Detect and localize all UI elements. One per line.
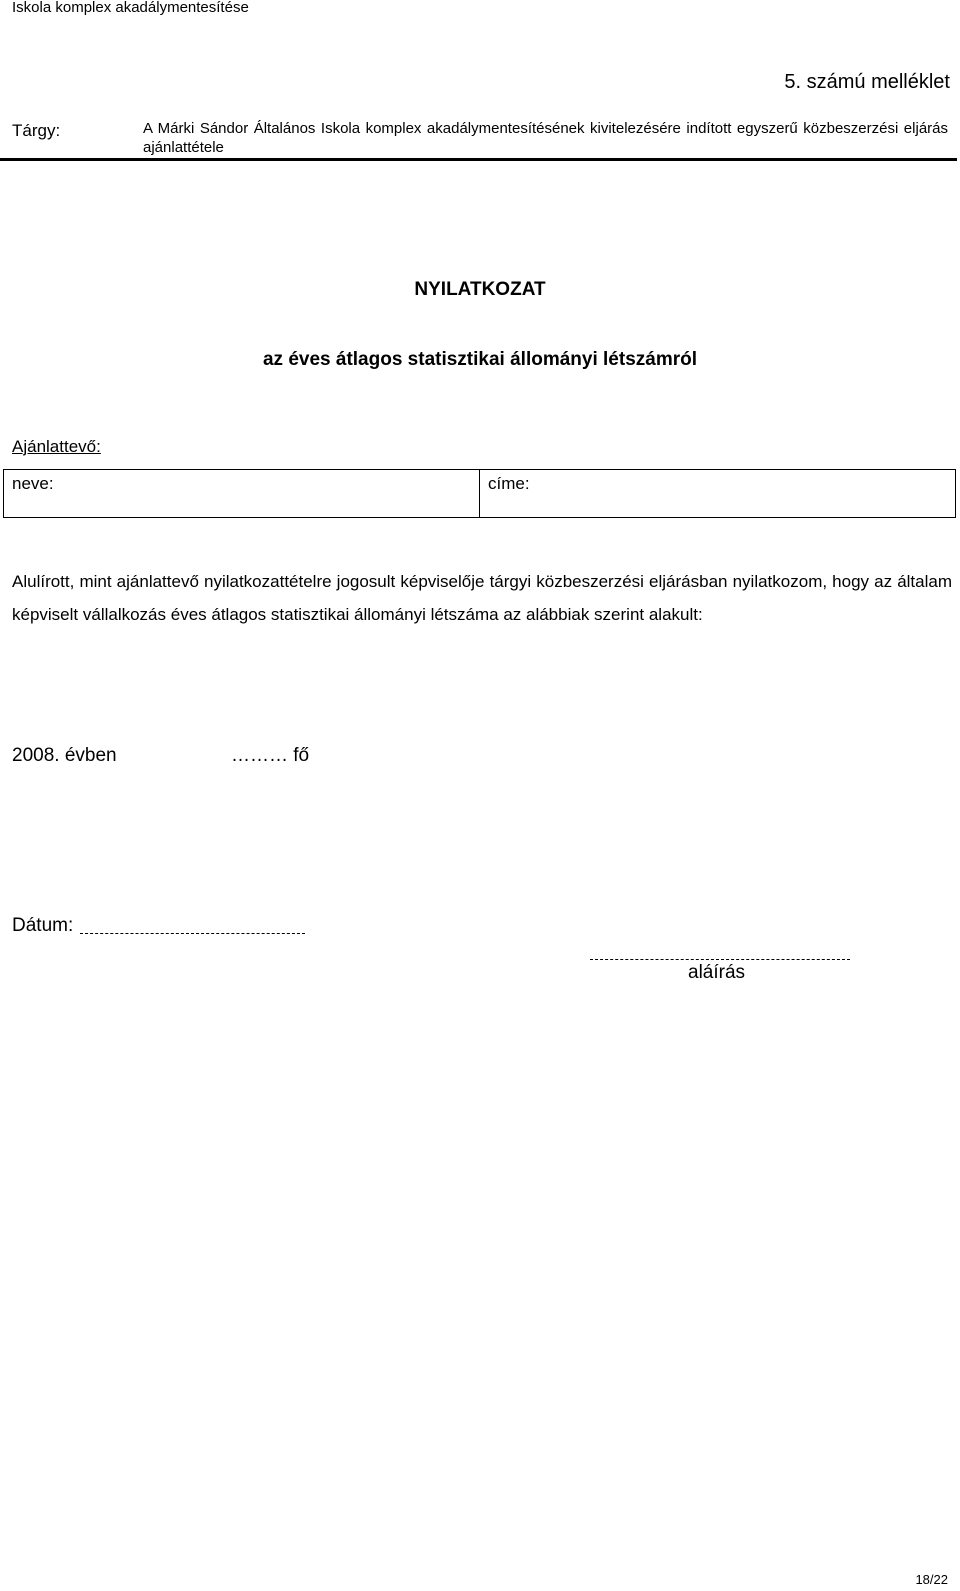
bidder-name-field: neve: [12, 474, 54, 493]
headcount-value: ……… fő [231, 745, 310, 766]
subject-text: A Márki Sándor Általános Iskola komplex akadálymentesítésének kivitelezésére indított egyszerű közbeszerzési eljárás ajánlattétele [143, 120, 948, 156]
subject-divider [0, 158, 957, 161]
bidder-address-field: címe: [488, 474, 530, 493]
page-number: 18/22 [915, 1572, 948, 1587]
headcount-year-label: 2008. évben [12, 745, 117, 766]
subject-label: Tárgy: [12, 121, 61, 140]
signature-label: aláírás [688, 962, 746, 983]
date-label: Dátum: [12, 915, 74, 936]
document-subtitle: az éves átlagos statisztikai állományi létszámról [262, 349, 698, 370]
date-blank-line [80, 933, 305, 934]
bidder-heading: Ajánlattevő: [12, 437, 101, 456]
bidder-table-divider [479, 469, 480, 518]
running-header-title: Iskola komplex akadálymentesítése [12, 0, 249, 16]
signature-blank-line [590, 959, 850, 960]
annex-label: 5. számú melléklet [784, 71, 950, 93]
document-title: NYILATKOZAT [414, 279, 546, 300]
statement-paragraph: Alulírott, mint ajánlattevő nyilatkozattételre jogosult képviselője tárgyi közbeszerzési eljárásban nyilatkozom, hogy az általam képviselt vállalkozás éves átlagos statisztikai állományi létszáma az alábbiak szerint alakult: [12, 572, 952, 624]
